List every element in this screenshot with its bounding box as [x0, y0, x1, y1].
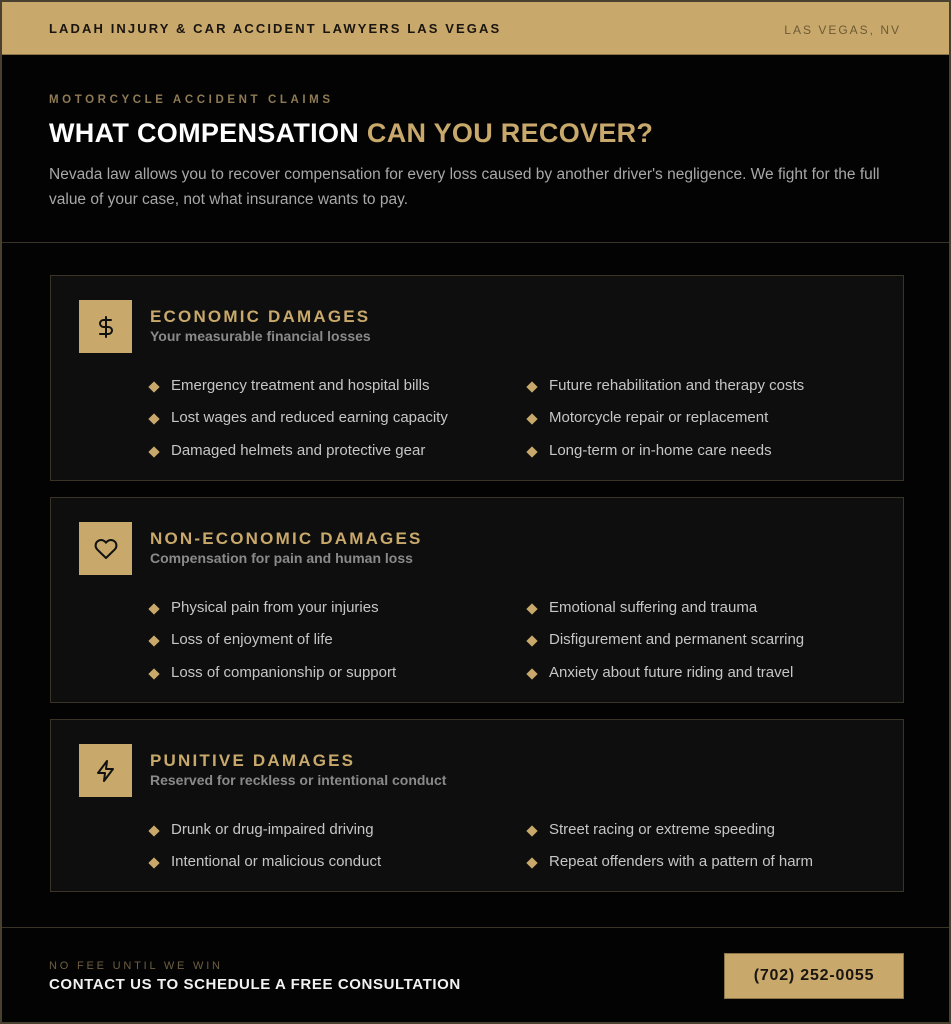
section-divider	[2, 242, 949, 243]
diamond-bullet-icon	[526, 668, 537, 679]
diamond-bullet-icon	[148, 668, 159, 679]
intro-paragraph: Nevada law allows you to recover compensation for every loss caused by another driver's negligence. We fight for the full value of your case, not what insurance wants to pay.	[49, 166, 880, 208]
top-bar	[2, 2, 949, 55]
list-item: Long-term or in-home care needs	[526, 434, 904, 467]
intro-section	[49, 94, 909, 212]
diamond-bullet-icon	[526, 414, 537, 425]
list-item: Loss of companionship or support	[148, 656, 526, 689]
diamond-bullet-icon	[148, 414, 159, 425]
footer-divider	[2, 927, 949, 928]
diamond-bullet-icon	[148, 858, 159, 869]
list-item: Emergency treatment and hospital bills	[148, 369, 526, 402]
page-title	[49, 118, 909, 149]
list-item: Drunk or drug-impaired driving	[148, 813, 526, 846]
card-subheading: Your measurable financial losses	[150, 328, 371, 344]
diamond-bullet-icon	[526, 636, 537, 647]
diamond-bullet-icon	[526, 825, 537, 836]
list-item: Physical pain from your injuries	[148, 591, 526, 624]
footer-tagline: NO FEE UNTIL WE WIN	[49, 960, 223, 972]
damages-list	[148, 591, 908, 689]
list-item: Future rehabilitation and therapy costs	[526, 369, 904, 402]
damages-list	[148, 813, 908, 878]
list-item: Repeat offenders with a pattern of harm	[526, 846, 904, 879]
diamond-bullet-icon	[526, 603, 537, 614]
card-heading: NON-ECONOMIC DAMAGES	[150, 529, 423, 548]
card-economic-damages	[50, 275, 904, 481]
title-accent: CAN YOU RECOVER?	[366, 118, 654, 148]
diamond-bullet-icon	[526, 858, 537, 869]
title-main: WHAT COMPENSATION	[49, 118, 367, 148]
card-heading: PUNITIVE DAMAGES	[150, 751, 356, 770]
list-item: Motorcycle repair or replacement	[526, 402, 904, 435]
heart-icon	[94, 537, 118, 561]
phone-button[interactable]: (702) 252-0055	[724, 953, 904, 999]
card-punitive-damages	[50, 719, 904, 892]
diamond-bullet-icon	[148, 603, 159, 614]
list-item: Loss of enjoyment of life	[148, 624, 526, 657]
diamond-bullet-icon	[148, 825, 159, 836]
icon-box	[79, 522, 132, 575]
list-item: Disfigurement and permanent scarring	[526, 624, 904, 657]
footer-cta-text: CONTACT US TO SCHEDULE A FREE CONSULTATION	[49, 976, 461, 993]
diamond-bullet-icon	[526, 446, 537, 457]
eyebrow-label: MOTORCYCLE ACCIDENT CLAIMS	[49, 94, 334, 106]
list-item: Street racing or extreme speeding	[526, 813, 904, 846]
list-item: Intentional or malicious conduct	[148, 846, 526, 879]
list-item: Damaged helmets and protective gear	[148, 434, 526, 467]
diamond-bullet-icon	[148, 446, 159, 457]
dollar-icon	[94, 315, 118, 339]
list-item: Anxiety about future riding and travel	[526, 656, 904, 689]
location-label: LAS VEGAS, NV	[784, 23, 901, 37]
card-non-economic-damages	[50, 497, 904, 703]
diamond-bullet-icon	[148, 636, 159, 647]
card-subheading: Compensation for pain and human loss	[150, 550, 413, 566]
lightning-icon	[94, 759, 118, 783]
brand-name: LADAH INJURY & CAR ACCIDENT LAWYERS LAS VEGAS	[49, 21, 502, 36]
list-item: Lost wages and reduced earning capacity	[148, 402, 526, 435]
icon-box	[79, 744, 132, 797]
card-heading: ECONOMIC DAMAGES	[150, 307, 371, 326]
damages-list	[148, 369, 908, 467]
list-item: Emotional suffering and trauma	[526, 591, 904, 624]
card-subheading: Reserved for reckless or intentional conduct	[150, 772, 447, 788]
diamond-bullet-icon	[526, 381, 537, 392]
diamond-bullet-icon	[148, 381, 159, 392]
icon-box	[79, 300, 132, 353]
